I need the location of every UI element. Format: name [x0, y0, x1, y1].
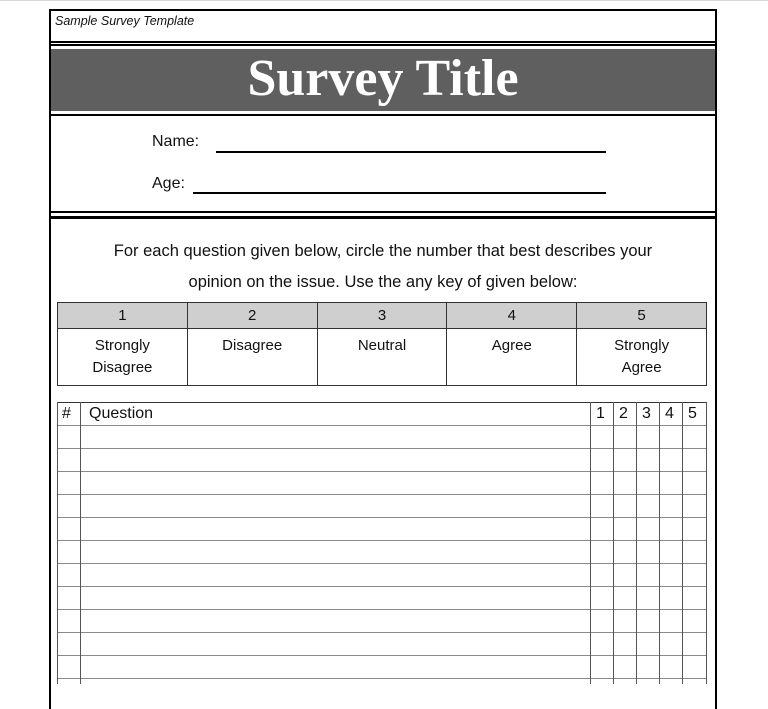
key-number-2: 2: [187, 303, 317, 329]
instructions: [51, 236, 715, 298]
name-label: Name:: [152, 133, 200, 150]
grid-column-line: [57, 402, 58, 684]
instructions-line-1: For each question given below, circle the number that best describes your: [113, 242, 653, 260]
grid-row-line: [57, 471, 707, 472]
question-table-header: [57, 403, 707, 427]
grid-row-line: [57, 563, 707, 564]
section-rule-top: [49, 211, 717, 213]
grid-column-line: [613, 402, 614, 684]
grid-row-line: [57, 448, 707, 449]
grid-row-line: [57, 678, 707, 679]
key-label-3: Neutral: [317, 329, 447, 386]
question-column-header: Question: [89, 405, 154, 422]
grid-column-line: [590, 402, 591, 684]
grid-row-line: [57, 586, 707, 587]
scale-header-1: 1: [596, 405, 605, 422]
key-number-3: 3: [317, 303, 447, 329]
page-top-rule: [0, 0, 768, 1]
grid-row-line: [57, 494, 707, 495]
grid-column-line: [706, 402, 707, 684]
question-number-header: #: [62, 405, 71, 422]
scale-header-5: 5: [688, 405, 697, 422]
grid-row-line: [57, 609, 707, 610]
grid-column-line: [659, 402, 660, 684]
grid-column-line: [682, 402, 683, 684]
grid-row-line: [57, 517, 707, 518]
key-number-4: 4: [447, 303, 577, 329]
grid-row-line: [57, 655, 707, 656]
scale-header-2: 2: [619, 405, 628, 422]
title-banner: [51, 49, 715, 111]
key-number-5: 5: [577, 303, 707, 329]
grid-row-line: [57, 402, 707, 403]
key-label-2: Disagree: [187, 329, 317, 386]
grid-row-line: [57, 540, 707, 541]
scale-header-4: 4: [665, 405, 674, 422]
age-label: Age:: [152, 175, 185, 192]
scale-header-3: 3: [642, 405, 651, 422]
rating-key-table: [57, 302, 707, 386]
title-top-rule: [51, 44, 715, 46]
name-field[interactable]: [216, 151, 606, 153]
rating-key-numbers-row: [58, 303, 707, 329]
grid-row-line: [57, 632, 707, 633]
survey-title: Survey Title: [247, 50, 519, 107]
section-rule-bottom: [49, 216, 717, 219]
key-label-5: Strongly Agree: [577, 329, 707, 386]
age-field[interactable]: [193, 192, 606, 194]
key-label-4: Agree: [447, 329, 577, 386]
key-label-1: Strongly Disagree: [58, 329, 188, 386]
instructions-line-2: opinion on the issue. Use the any key of given below:: [188, 273, 578, 291]
template-label: Sample Survey Template: [55, 14, 195, 28]
template-label-box: [49, 9, 717, 43]
grid-column-line: [636, 402, 637, 684]
rating-key-labels-row: [58, 329, 707, 386]
grid-row-line: [57, 425, 707, 426]
grid-column-line: [80, 402, 81, 684]
title-bottom-rule: [51, 114, 715, 116]
key-number-1: 1: [58, 303, 188, 329]
